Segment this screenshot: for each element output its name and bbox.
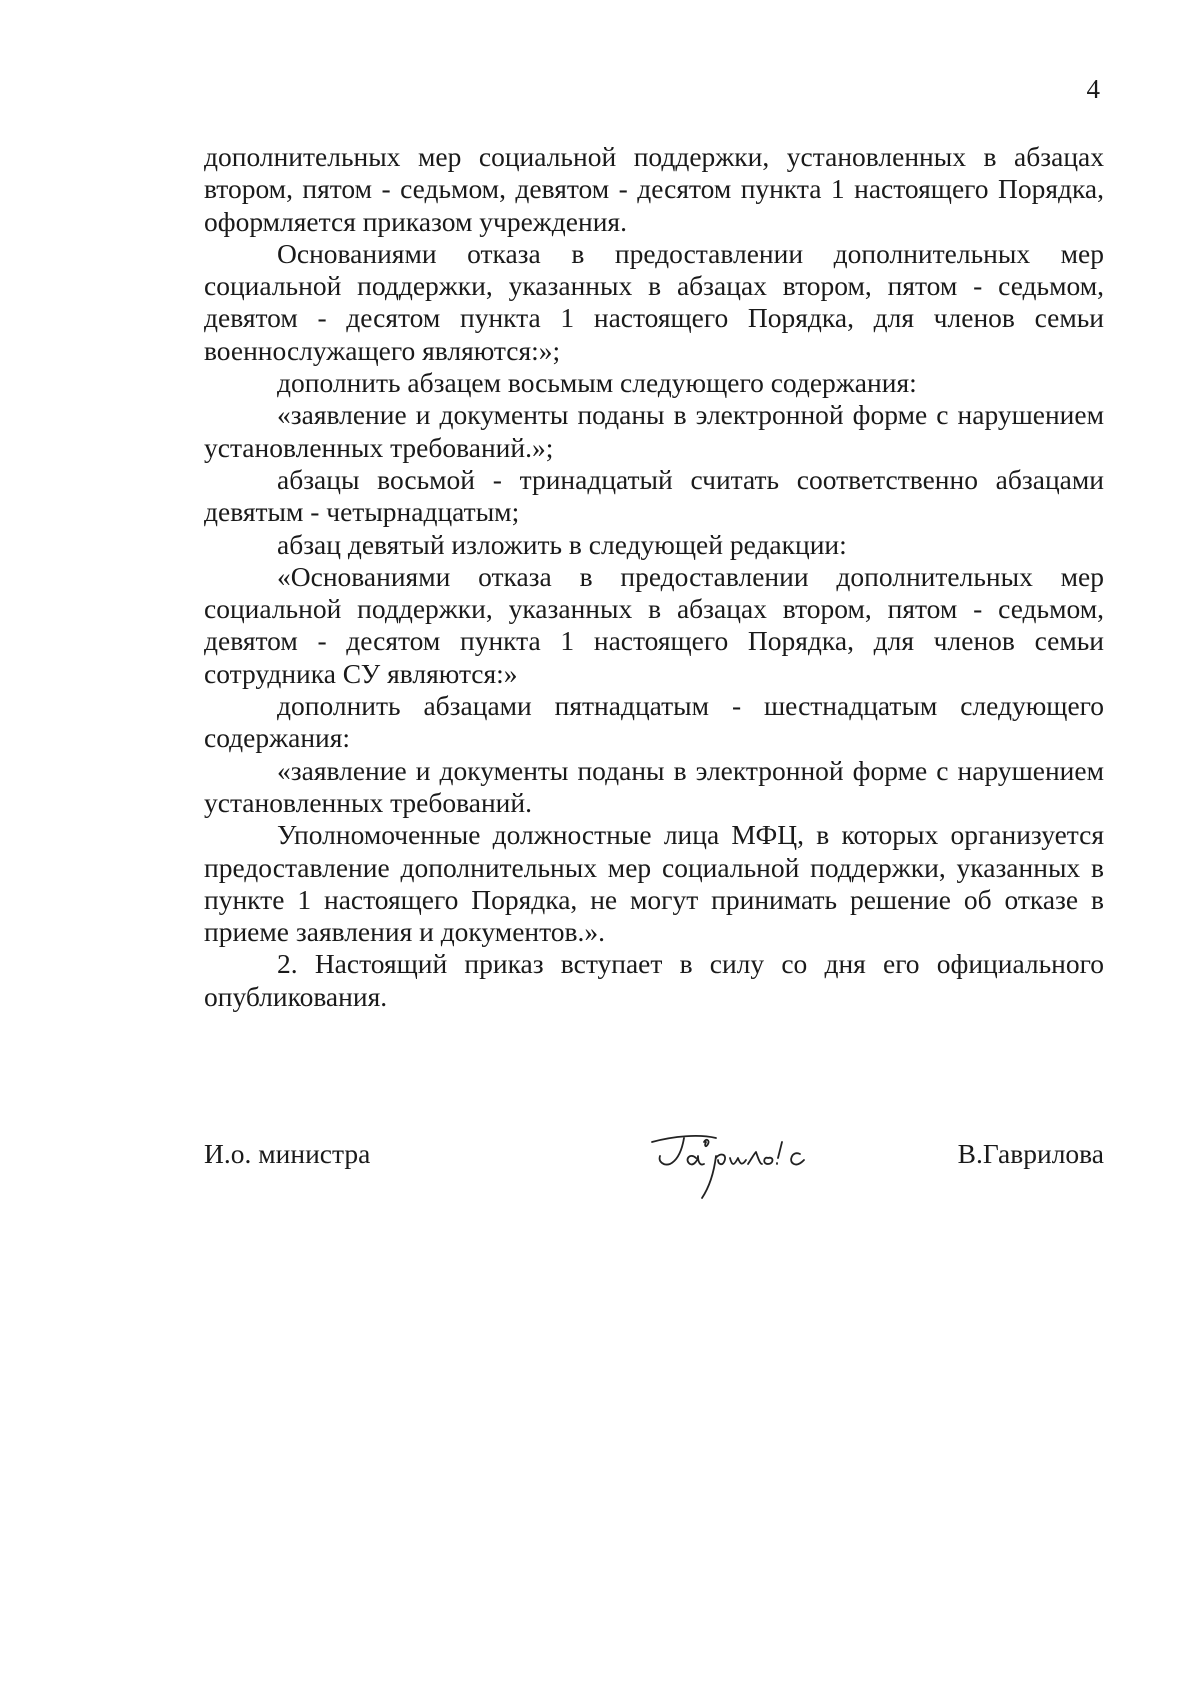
paragraph: «Основаниями отказа в предоставлении дополнительных мер социальной поддержки, указанных в абзацах втором, пятом - седьмом, девятом - десятом пункта 1 настоящего Порядка, для членов семьи сотрудника СУ являются:» <box>204 560 1104 689</box>
handwritten-signature <box>644 1128 834 1218</box>
paragraph: дополнительных мер социальной поддержки, установленных в абзацах втором, пятом - седьмом, девятом - десятом пункта 1 настоящего Порядка, оформляется приказом учреждения. <box>204 141 1104 237</box>
paragraph: дополнить абзацами пятнадцатым - шестнадцатым следующего содержания: <box>204 690 1104 754</box>
paragraph: Основаниями отказа в предоставлении дополнительных мер социальной поддержки, указанных в абзацах втором, пятом - седьмом, девятом - десятом пункта 1 настоящего Порядка, для членов семьи военнослужащего являются:»; <box>204 237 1104 366</box>
paragraph: дополнить абзацем восьмым следующего содержания: <box>277 367 917 399</box>
paragraph: «заявление и документы поданы в электронной форме с нарушением установленных требований. <box>204 754 1104 818</box>
page-number: 4 <box>1086 74 1100 104</box>
signatory-name: В.Гаврилова <box>957 1138 1104 1169</box>
paragraph: абзацы восьмой - тринадцатый считать соответственно абзацами девятым - четырнадцатым; <box>204 463 1104 528</box>
signatory-title: И.о. министра <box>204 1138 371 1169</box>
paragraph: Уполномоченные должностные лица МФЦ, в которых организуется предоставление дополнительных мер социальной поддержки, указанных в пункте 1 настоящего Порядка, не могут принимать решение об отказе в приеме заявления и документов.». <box>204 819 1104 948</box>
paragraph: 2. Настоящий приказ вступает в силу со дня его официального опубликования. <box>204 948 1104 1012</box>
document-body <box>204 141 1104 1013</box>
paragraph: абзац девятый изложить в следующей редакции: <box>277 528 847 560</box>
signature-block <box>204 1128 1104 1218</box>
paragraph: «заявление и документы поданы в электронной форме с нарушением установленных требований.»; <box>204 399 1104 463</box>
